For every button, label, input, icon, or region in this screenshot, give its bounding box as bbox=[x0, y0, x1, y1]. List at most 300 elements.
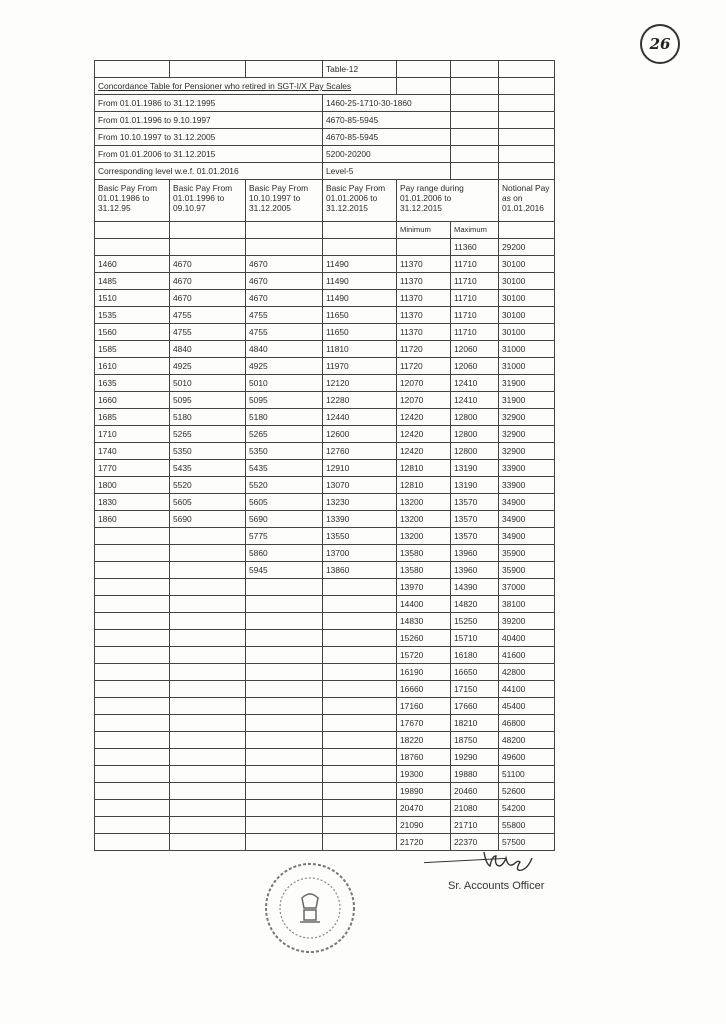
table-cell: 17160 bbox=[397, 698, 451, 715]
table-cell bbox=[246, 681, 323, 698]
table-cell: 15710 bbox=[451, 630, 499, 647]
table-cell: 51100 bbox=[499, 766, 555, 783]
table-cell: 21080 bbox=[451, 800, 499, 817]
table-cell: 18210 bbox=[451, 715, 499, 732]
table-cell: 13570 bbox=[451, 511, 499, 528]
signatory-title: Sr. Accounts Officer bbox=[448, 880, 545, 892]
table-row bbox=[95, 766, 555, 783]
table-cell bbox=[246, 834, 323, 851]
table-cell: 1485 bbox=[95, 273, 170, 290]
table-cell: 54200 bbox=[499, 800, 555, 817]
table-cell: 16180 bbox=[451, 647, 499, 664]
table-cell: 1710 bbox=[95, 426, 170, 443]
table-cell: 1460 bbox=[95, 256, 170, 273]
column-header: Basic Pay From 01.01.1986 to 31.12.95 bbox=[95, 180, 170, 222]
period-scale: 4670-85-5945 bbox=[323, 129, 451, 146]
table-cell: 16660 bbox=[397, 681, 451, 698]
table-cell: 11370 bbox=[397, 273, 451, 290]
table-cell: 13960 bbox=[451, 562, 499, 579]
table-cell: 11710 bbox=[451, 273, 499, 290]
table-cell: 12060 bbox=[451, 341, 499, 358]
table-row bbox=[95, 307, 555, 324]
table-cell: 12910 bbox=[323, 460, 397, 477]
table-cell bbox=[95, 613, 170, 630]
table-cell: 1660 bbox=[95, 392, 170, 409]
table-cell: 20460 bbox=[451, 783, 499, 800]
table-cell: 1560 bbox=[95, 324, 170, 341]
table-cell: 13570 bbox=[451, 528, 499, 545]
table-cell: 15250 bbox=[451, 613, 499, 630]
period-row bbox=[95, 146, 555, 163]
table-cell: 4925 bbox=[170, 358, 246, 375]
table-cell: 1860 bbox=[95, 511, 170, 528]
table-cell: 5350 bbox=[170, 443, 246, 460]
table-cell: 30100 bbox=[499, 307, 555, 324]
table-cell bbox=[323, 664, 397, 681]
table-cell: 41600 bbox=[499, 647, 555, 664]
table-cell bbox=[170, 732, 246, 749]
table-cell: 5690 bbox=[246, 511, 323, 528]
table-row bbox=[95, 681, 555, 698]
table-cell bbox=[246, 647, 323, 664]
table-cell: 33900 bbox=[499, 460, 555, 477]
table-cell bbox=[323, 698, 397, 715]
table-cell: 5605 bbox=[246, 494, 323, 511]
table-cell bbox=[323, 817, 397, 834]
table-cell: 11970 bbox=[323, 358, 397, 375]
period-label: From 01.01.2006 to 31.12.2015 bbox=[95, 146, 323, 163]
period-label: From 01.01.1986 to 31.12.1995 bbox=[95, 95, 323, 112]
table-cell: 29200 bbox=[499, 239, 555, 256]
table-cell bbox=[170, 766, 246, 783]
table-cell bbox=[170, 562, 246, 579]
table-cell: 13200 bbox=[397, 511, 451, 528]
table-cell: 11360 bbox=[451, 239, 499, 256]
table-cell: 12420 bbox=[397, 409, 451, 426]
column-header: Basic Pay From 01.01.2006 to 31.12.2015 bbox=[323, 180, 397, 222]
table-cell bbox=[170, 817, 246, 834]
table-cell: 13200 bbox=[397, 528, 451, 545]
table-cell: 5010 bbox=[170, 375, 246, 392]
table-cell: 11370 bbox=[397, 307, 451, 324]
period-scale: 5200-20200 bbox=[323, 146, 451, 163]
table-cell: 17670 bbox=[397, 715, 451, 732]
table-cell: 11720 bbox=[397, 358, 451, 375]
table-cell bbox=[323, 613, 397, 630]
table-cell: 13580 bbox=[397, 562, 451, 579]
table-cell: 1635 bbox=[95, 375, 170, 392]
table-cell: 4670 bbox=[246, 256, 323, 273]
table-cell bbox=[246, 664, 323, 681]
period-row bbox=[95, 163, 555, 180]
caption-row bbox=[95, 78, 555, 95]
table-cell: 5860 bbox=[246, 545, 323, 562]
table-row bbox=[95, 732, 555, 749]
table-cell: 1830 bbox=[95, 494, 170, 511]
table-cell: 1535 bbox=[95, 307, 170, 324]
table-cell bbox=[246, 715, 323, 732]
table-cell: 17660 bbox=[451, 698, 499, 715]
table-cell bbox=[323, 681, 397, 698]
table-cell: 5010 bbox=[246, 375, 323, 392]
table-cell: 1770 bbox=[95, 460, 170, 477]
table-row bbox=[95, 715, 555, 732]
table-cell: 34900 bbox=[499, 494, 555, 511]
table-cell: 16650 bbox=[451, 664, 499, 681]
table-cell: 4840 bbox=[246, 341, 323, 358]
period-label: From 10.10.1997 to 31.12.2005 bbox=[95, 129, 323, 146]
table-cell: 13230 bbox=[323, 494, 397, 511]
table-cell: 1585 bbox=[95, 341, 170, 358]
table-cell bbox=[323, 800, 397, 817]
table-row bbox=[95, 256, 555, 273]
table-cell: 4670 bbox=[246, 273, 323, 290]
header-row bbox=[95, 180, 555, 222]
table-row bbox=[95, 426, 555, 443]
office-seal bbox=[262, 860, 358, 956]
period-row bbox=[95, 95, 555, 112]
table-cell: 5520 bbox=[170, 477, 246, 494]
table-row bbox=[95, 324, 555, 341]
table-cell bbox=[246, 817, 323, 834]
table-row bbox=[95, 358, 555, 375]
table-cell: 14400 bbox=[397, 596, 451, 613]
title-row bbox=[95, 61, 555, 78]
table-cell: 30100 bbox=[499, 324, 555, 341]
table-cell: 31000 bbox=[499, 358, 555, 375]
table-cell: 12760 bbox=[323, 443, 397, 460]
table-cell: 5265 bbox=[170, 426, 246, 443]
table-cell: 4840 bbox=[170, 341, 246, 358]
period-scale: 4670-85-5945 bbox=[323, 112, 451, 129]
table-cell bbox=[246, 800, 323, 817]
table-cell: 5605 bbox=[170, 494, 246, 511]
table-cell: 46800 bbox=[499, 715, 555, 732]
table-cell: 13190 bbox=[451, 477, 499, 494]
table-cell bbox=[95, 528, 170, 545]
table-row bbox=[95, 460, 555, 477]
subheader-row bbox=[95, 222, 555, 239]
table-cell: 13550 bbox=[323, 528, 397, 545]
table-title: Table-12 bbox=[323, 61, 397, 78]
period-row bbox=[95, 129, 555, 146]
table-cell: 13200 bbox=[397, 494, 451, 511]
table-cell: 52600 bbox=[499, 783, 555, 800]
table-cell: 12810 bbox=[397, 460, 451, 477]
period-row bbox=[95, 112, 555, 129]
table-cell: 40400 bbox=[499, 630, 555, 647]
table-cell bbox=[323, 647, 397, 664]
table-cell: 12800 bbox=[451, 426, 499, 443]
table-cell bbox=[246, 698, 323, 715]
table-cell: 1685 bbox=[95, 409, 170, 426]
table-cell bbox=[170, 630, 246, 647]
table-cell: 4755 bbox=[170, 307, 246, 324]
table-cell bbox=[95, 783, 170, 800]
table-cell: 13960 bbox=[451, 545, 499, 562]
table-row bbox=[95, 630, 555, 647]
table-cell: 1800 bbox=[95, 477, 170, 494]
table-cell: 12120 bbox=[323, 375, 397, 392]
table-cell bbox=[95, 545, 170, 562]
table-cell: 4670 bbox=[170, 273, 246, 290]
table-cell bbox=[95, 732, 170, 749]
table-cell bbox=[95, 698, 170, 715]
table-cell: 12060 bbox=[451, 358, 499, 375]
table-cell bbox=[170, 579, 246, 596]
table-cell: 31900 bbox=[499, 392, 555, 409]
table-cell: 13860 bbox=[323, 562, 397, 579]
table-cell: 5690 bbox=[170, 511, 246, 528]
table-row bbox=[95, 817, 555, 834]
table-cell: 4755 bbox=[170, 324, 246, 341]
table-cell: 55800 bbox=[499, 817, 555, 834]
table-row bbox=[95, 443, 555, 460]
table-row bbox=[95, 239, 555, 256]
table-row bbox=[95, 375, 555, 392]
table-cell: 32900 bbox=[499, 443, 555, 460]
column-header: Basic Pay From 01.01.1996 to 09.10.97 bbox=[170, 180, 246, 222]
table-cell: 14830 bbox=[397, 613, 451, 630]
table-cell: 11370 bbox=[397, 256, 451, 273]
table-cell: 30100 bbox=[499, 273, 555, 290]
table-cell: 14820 bbox=[451, 596, 499, 613]
table-cell bbox=[323, 783, 397, 800]
table-cell bbox=[95, 681, 170, 698]
column-header: Notional Pay as on 01.01.2016 bbox=[499, 180, 555, 222]
table-cell: 11710 bbox=[451, 307, 499, 324]
table-cell bbox=[95, 766, 170, 783]
table-cell bbox=[95, 749, 170, 766]
table-cell bbox=[95, 562, 170, 579]
table-cell: 21710 bbox=[451, 817, 499, 834]
table-cell: 12800 bbox=[451, 409, 499, 426]
table-row bbox=[95, 511, 555, 528]
table-cell: 1610 bbox=[95, 358, 170, 375]
table-row bbox=[95, 477, 555, 494]
table-cell: 12070 bbox=[397, 392, 451, 409]
table-cell bbox=[95, 630, 170, 647]
table-cell: 11490 bbox=[323, 256, 397, 273]
table-cell bbox=[95, 715, 170, 732]
table-cell: 11710 bbox=[451, 256, 499, 273]
table-cell: 13190 bbox=[451, 460, 499, 477]
table-row bbox=[95, 562, 555, 579]
table-cell: 5520 bbox=[246, 477, 323, 494]
table-row bbox=[95, 698, 555, 715]
table-cell: 5775 bbox=[246, 528, 323, 545]
table-cell: 45400 bbox=[499, 698, 555, 715]
column-header: Basic Pay From 10.10.1997 to 31.12.2005 bbox=[246, 180, 323, 222]
maximum-header: Maximum bbox=[451, 222, 499, 239]
table-cell: 22370 bbox=[451, 834, 499, 851]
table-cell: 12440 bbox=[323, 409, 397, 426]
table-cell: 18760 bbox=[397, 749, 451, 766]
table-cell bbox=[170, 664, 246, 681]
table-row bbox=[95, 528, 555, 545]
table-cell bbox=[246, 783, 323, 800]
table-cell: 48200 bbox=[499, 732, 555, 749]
table-cell bbox=[323, 715, 397, 732]
period-label: From 01.01.1996 to 9.10.1997 bbox=[95, 112, 323, 129]
table-cell: 5095 bbox=[170, 392, 246, 409]
table-cell: 12410 bbox=[451, 375, 499, 392]
table-cell: 5265 bbox=[246, 426, 323, 443]
table-cell bbox=[323, 596, 397, 613]
table-cell: 12420 bbox=[397, 426, 451, 443]
table-cell: 5180 bbox=[246, 409, 323, 426]
table-row bbox=[95, 613, 555, 630]
table-cell: 31000 bbox=[499, 341, 555, 358]
table-cell bbox=[95, 647, 170, 664]
table-row bbox=[95, 545, 555, 562]
table-caption: Concordance Table for Pensioner who retired in SGT-I/X Pay Scales bbox=[95, 78, 397, 95]
table-cell: 30100 bbox=[499, 256, 555, 273]
table-cell: 30100 bbox=[499, 290, 555, 307]
table-cell bbox=[170, 596, 246, 613]
table-cell bbox=[170, 698, 246, 715]
period-scale: 1460-25-1710-30-1860 bbox=[323, 95, 451, 112]
table-cell: 11490 bbox=[323, 273, 397, 290]
table-cell bbox=[170, 749, 246, 766]
table-cell: 35900 bbox=[499, 562, 555, 579]
table-cell bbox=[323, 834, 397, 851]
table-cell bbox=[170, 613, 246, 630]
table-cell bbox=[170, 647, 246, 664]
table-cell bbox=[95, 834, 170, 851]
table-cell bbox=[246, 613, 323, 630]
table-row bbox=[95, 749, 555, 766]
table-cell bbox=[170, 239, 246, 256]
column-header: Pay range during 01.01.2006 to 31.12.2015 bbox=[397, 180, 499, 222]
table-row bbox=[95, 290, 555, 307]
table-cell: 4670 bbox=[246, 290, 323, 307]
table-cell bbox=[95, 664, 170, 681]
table-row bbox=[95, 409, 555, 426]
table-cell: 20470 bbox=[397, 800, 451, 817]
table-cell: 21090 bbox=[397, 817, 451, 834]
table-cell: 21720 bbox=[397, 834, 451, 851]
table-cell: 4755 bbox=[246, 324, 323, 341]
table-row bbox=[95, 494, 555, 511]
table-cell: 11650 bbox=[323, 307, 397, 324]
table-cell: 42800 bbox=[499, 664, 555, 681]
table-cell: 12410 bbox=[451, 392, 499, 409]
table-cell bbox=[170, 681, 246, 698]
table-cell bbox=[323, 732, 397, 749]
table-cell: 16190 bbox=[397, 664, 451, 681]
concordance-table bbox=[94, 60, 555, 851]
period-scale: Level-5 bbox=[323, 163, 451, 180]
table-cell bbox=[323, 579, 397, 596]
table-cell: 32900 bbox=[499, 409, 555, 426]
table-cell: 14390 bbox=[451, 579, 499, 596]
table-cell bbox=[246, 630, 323, 647]
table-cell: 19890 bbox=[397, 783, 451, 800]
table-cell: 11720 bbox=[397, 341, 451, 358]
table-cell: 49600 bbox=[499, 749, 555, 766]
table-cell: 57500 bbox=[499, 834, 555, 851]
table-cell: 31900 bbox=[499, 375, 555, 392]
table-cell: 15720 bbox=[397, 647, 451, 664]
table-row bbox=[95, 783, 555, 800]
table-cell: 35900 bbox=[499, 545, 555, 562]
table-cell bbox=[397, 239, 451, 256]
table-cell bbox=[323, 766, 397, 783]
table-cell: 32900 bbox=[499, 426, 555, 443]
table-cell: 13970 bbox=[397, 579, 451, 596]
table-cell: 1740 bbox=[95, 443, 170, 460]
table-cell: 17150 bbox=[451, 681, 499, 698]
table-cell: 33900 bbox=[499, 477, 555, 494]
table-cell bbox=[95, 239, 170, 256]
page-number: 26 bbox=[640, 24, 680, 64]
table-cell: 5095 bbox=[246, 392, 323, 409]
table-cell: 12800 bbox=[451, 443, 499, 460]
table-cell: 1510 bbox=[95, 290, 170, 307]
table-cell bbox=[95, 579, 170, 596]
table-cell bbox=[246, 749, 323, 766]
table-cell: 34900 bbox=[499, 511, 555, 528]
table-cell: 12070 bbox=[397, 375, 451, 392]
table-cell: 15260 bbox=[397, 630, 451, 647]
table-cell: 5945 bbox=[246, 562, 323, 579]
table-cell: 19880 bbox=[451, 766, 499, 783]
period-label: Corresponding level w.e.f. 01.01.2016 bbox=[95, 163, 323, 180]
table-cell bbox=[323, 239, 397, 256]
table-cell: 37000 bbox=[499, 579, 555, 596]
table-cell: 5180 bbox=[170, 409, 246, 426]
table-cell: 12420 bbox=[397, 443, 451, 460]
table-row bbox=[95, 647, 555, 664]
table-row bbox=[95, 664, 555, 681]
table-cell: 12810 bbox=[397, 477, 451, 494]
table-cell: 11370 bbox=[397, 324, 451, 341]
signature-mark bbox=[480, 846, 546, 872]
table-cell: 11370 bbox=[397, 290, 451, 307]
table-cell bbox=[246, 766, 323, 783]
table-cell: 4925 bbox=[246, 358, 323, 375]
table-cell bbox=[95, 817, 170, 834]
table-cell bbox=[323, 749, 397, 766]
table-cell bbox=[246, 596, 323, 613]
table-cell: 44100 bbox=[499, 681, 555, 698]
table-cell: 13580 bbox=[397, 545, 451, 562]
table-cell: 5435 bbox=[246, 460, 323, 477]
table-cell bbox=[246, 579, 323, 596]
table-cell: 18220 bbox=[397, 732, 451, 749]
table-row bbox=[95, 341, 555, 358]
table-cell bbox=[170, 783, 246, 800]
table-cell: 5435 bbox=[170, 460, 246, 477]
table-cell bbox=[246, 239, 323, 256]
table-row bbox=[95, 273, 555, 290]
table-cell: 12600 bbox=[323, 426, 397, 443]
table-cell bbox=[95, 800, 170, 817]
table-cell: 11710 bbox=[451, 324, 499, 341]
table-row bbox=[95, 800, 555, 817]
table-cell: 11650 bbox=[323, 324, 397, 341]
table-row bbox=[95, 596, 555, 613]
table-cell: 13570 bbox=[451, 494, 499, 511]
table-cell bbox=[170, 800, 246, 817]
table-cell: 18750 bbox=[451, 732, 499, 749]
table-row bbox=[95, 392, 555, 409]
table-cell: 39200 bbox=[499, 613, 555, 630]
table-cell bbox=[170, 545, 246, 562]
table-cell: 19300 bbox=[397, 766, 451, 783]
table-cell: 11490 bbox=[323, 290, 397, 307]
